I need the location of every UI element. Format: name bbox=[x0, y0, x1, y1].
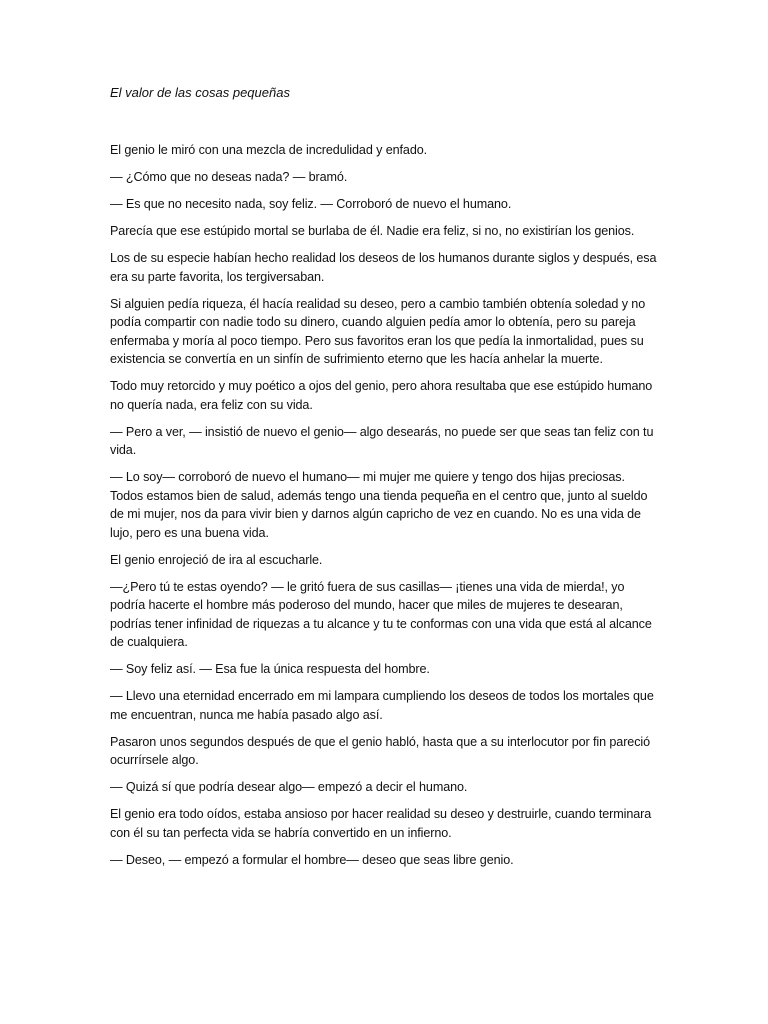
paragraph-14: Pasaron unos segundos después de que el genio habló, hasta que a su interlocutor por fin pareció ocurrírsele algo. bbox=[110, 734, 651, 767]
document-title: El valor de las cosas pequeñas bbox=[110, 85, 290, 100]
paragraph-10: El genio enrojeció de ira al escucharle. bbox=[110, 552, 323, 567]
paragraph-6: Si alguien pedía riqueza, él hacía realidad su deseo, pero a cambio también obtenía soledad y no podía compartir con nadie todo su dinero, cuando alguien pedía amor lo obtenía, pero su pareja enfermaba y moría al poco tiempo. Pero sus favoritos eran los que pedía la inmortalidad, pues su existencia se convertía en un sinfín de sufrimiento eterno que les hacía anhelar la muerte. bbox=[110, 296, 646, 366]
paragraph-4: Parecía que ese estúpido mortal se burlaba de él. Nadie era feliz, si no, no existirían los genios. bbox=[110, 224, 635, 238]
paragraph-7: Todo muy retorcido y muy poético a ojos del genio, pero ahora resultaba que ese estúpido humano no quería nada, era feliz con su vida. bbox=[110, 379, 653, 412]
paragraph-17: — Deseo, — empezó a formular el hombre— deseo que seas libre genio. bbox=[110, 852, 514, 867]
paragraph-1: El genio le miró con una mezcla de incredulidad y enfado. bbox=[110, 143, 428, 157]
paragraph-11: —¿Pero tú te estas oyendo? — le gritó fuera de sus casillas— ¡tienes una vida de mierda!, yo podría hacerte el hombre más poderoso del mundo, hacer que miles de mujeres te desearan, podrías tener infinidad de riquezas a tu alcance y tu te conformas con una vida que está al alcance de cualquiera. bbox=[110, 579, 652, 649]
paragraph-16: El genio era todo oídos, estaba ansioso por hacer realidad su deseo y destruirle, cuando terminara con él su tan perfecta vida se habría convertido en un infierno. bbox=[110, 807, 652, 840]
paragraph-13: — Llevo una eternidad encerrado em mi lampara cumpliendo los deseos de todos los mortales que me encuentran, nunca me había pasado algo así. bbox=[110, 689, 654, 722]
paragraph-2: — ¿Cómo que no deseas nada? — bramó. bbox=[110, 170, 348, 184]
paragraph-9: — Lo soy— corroboró de nuevo el humano— mi mujer me quiere y tengo dos hijas preciosas. Todos estamos bien de salud, además tengo una tienda pequeña en el centro que, junto al sueldo de mi mujer, nos da para vivir bien y darnos algún capricho de vez en cuando. No es una vida de lujo, pero es una buena vida. bbox=[110, 470, 648, 540]
paragraph-3: — Es que no necesito nada, soy feliz. — Corroboró de nuevo el humano. bbox=[110, 197, 512, 211]
paragraph-5: Los de su especie habían hecho realidad los deseos de los humanos durante siglos y después, esa era su parte favorita, los tergiversaban. bbox=[110, 251, 657, 284]
document-page bbox=[110, 84, 658, 878]
paragraph-15: — Quizá sí que podría desear algo— empezó a decir el humano. bbox=[110, 780, 468, 794]
paragraph-12: — Soy feliz así. — Esa fue la única respuesta del hombre. bbox=[110, 662, 430, 676]
paragraph-8: — Pero a ver, — insistió de nuevo el genio— algo desearás, no puede ser que seas tan feliz con tu vida. bbox=[110, 424, 654, 457]
